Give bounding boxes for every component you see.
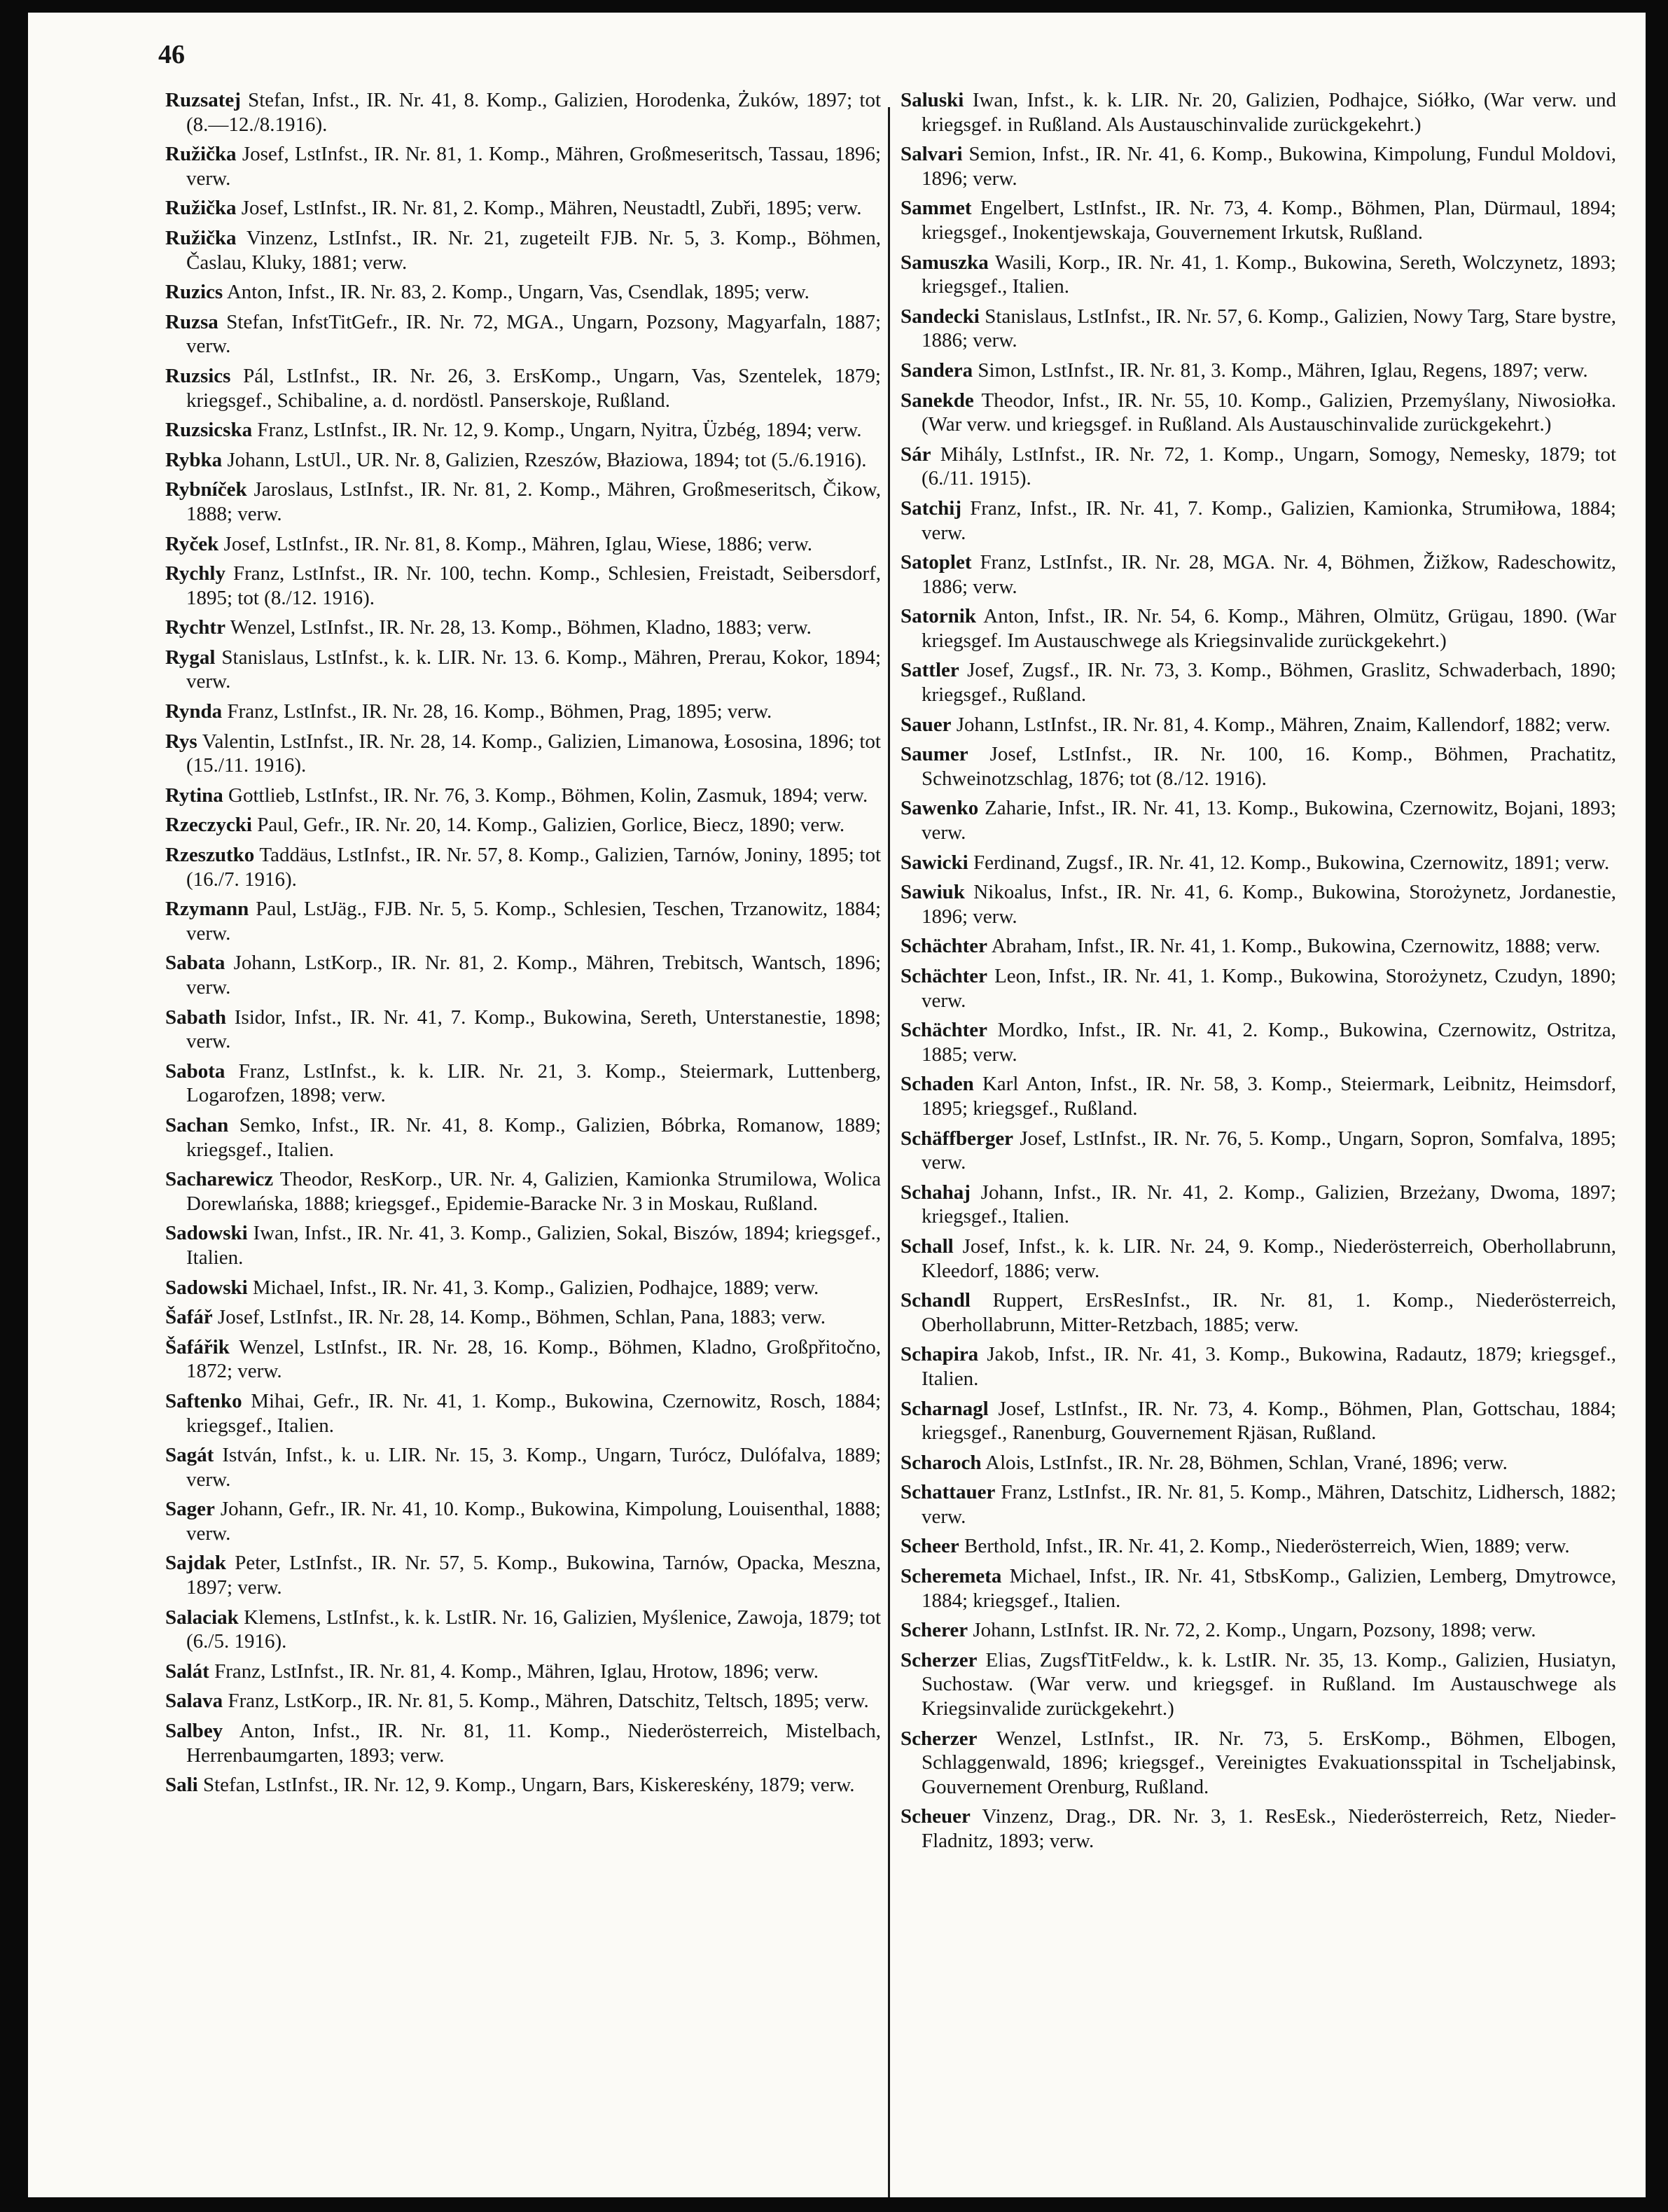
entry-details: Franz, LstInfst., k. k. LIR. Nr. 21, 3. Komp., Steiermark, Luttenberg, Logarofzen, 1898; verw. [186,1059,881,1107]
entry-details: Pál, LstInfst., IR. Nr. 26, 3. ErsKomp., Ungarn, Vas, Szentelek, 1879; kriegsgef., Schibaline, a. d. nordöstl. Panserskoje, Rußland. [186,364,881,412]
list-entry [901,1727,1616,1800]
list-entry [165,1335,881,1384]
list-entry [901,1480,1616,1529]
list-entry [165,1689,881,1713]
entry-surname: Scherzer [901,1727,978,1750]
entry-details: Stefan, LstInfst., IR. Nr. 12, 9. Komp., Ungarn, Bars, Kiskereskény, 1879; verw. [203,1774,855,1797]
entry-details: Karl Anton, Infst., IR. Nr. 58, 3. Komp., Steiermark, Leibnitz, Heimsdorf, 1895; kriegsgef., Rußland. [922,1073,1616,1120]
entry-details: Zaharie, Infst., IR. Nr. 41, 13. Komp., Bukowina, Czernowitz, Bojani, 1893; verw. [922,797,1617,844]
entry-details: Josef, LstInfst., IR. Nr. 100, 16. Komp., Böhmen, Prachatitz, Schweinotzschlag, 1876; tot (8./12. 1916). [922,743,1617,790]
entry-surname: Rygal [165,646,216,669]
list-entry [901,658,1616,707]
entry-surname: Rybníček [165,478,247,501]
entry-details: Alois, LstInfst., IR. Nr. 28, Böhmen, Schlan, Vrané, 1896; verw. [985,1451,1508,1474]
entry-details: Ferdinand, Zugsf., IR. Nr. 41, 12. Komp., Bukowina, Czernowitz, 1891; verw. [973,851,1610,874]
entry-details: Johann, LstKorp., IR. Nr. 81, 2. Komp., Mähren, Trebitsch, Wantsch, 1896; verw. [186,952,882,999]
list-entry [901,880,1616,928]
list-entry [901,443,1616,491]
entry-details: Josef, LstInfst., IR. Nr. 76, 5. Komp., Ungarn, Sopron, Somfalva, 1895; verw. [922,1127,1617,1174]
entry-details: Berthold, Infst., IR. Nr. 41, 2. Komp., Niederösterreich, Wien, 1889; verw. [964,1535,1570,1558]
list-entry [901,604,1616,653]
entry-details: Stefan, InfstTitGefr., IR. Nr. 72, MGA., Ungarn, Pozsony, Magyarfaln, 1887; verw. [186,310,881,358]
list-entry [165,1497,881,1545]
entry-details: Jaroslaus, LstInfst., IR. Nr. 81, 2. Komp., Mähren, Großmeseritsch, Čikow, 1888; verw. [186,478,881,525]
list-entry [901,851,1616,875]
list-entry [165,1389,881,1438]
list-entry [165,1719,881,1767]
entry-details: Wenzel, LstInfst., IR. Nr. 73, 5. ErsKomp., Böhmen, Elbogen, Schlaggenwald, 1896; kriegsgef., Vereinigtes Evakuationsspital in Tscheljabinsk, Gouvernement Orenburg, Rußland. [922,1727,1616,1798]
list-entry [165,196,881,221]
entry-surname: Šafář [165,1306,213,1329]
entry-details: Vinzenz, LstInfst., IR. Nr. 21, zugeteilt FJB. Nr. 5, 3. Komp., Böhmen, Časlau, Kluky, 1881; verw. [186,226,881,274]
entry-details: Josef, Infst., k. k. LIR. Nr. 24, 9. Komp., Niederösterreich, Oberhollabrunn, Kleedorf, 1886; verw. [922,1234,1616,1282]
list-entry [165,280,881,305]
list-entry [165,700,881,724]
entry-surname: Sabota [165,1059,225,1083]
entry-surname: Scharnagl [901,1397,989,1420]
entry-surname: Sali [165,1774,198,1797]
entry-details: Klemens, LstInfst., k. k. LstIR. Nr. 16, Galizien, Myślenice, Zawoja, 1879; tot (6./5. 1916). [186,1606,882,1653]
entry-details: Peter, LstInfst., IR. Nr. 57, 5. Komp., Bukowina, Tarnów, Opacka, Meszna, 1897; verw. [186,1552,881,1599]
entry-surname: Sanekde [901,389,974,412]
entry-details: Anton, Infst., IR. Nr. 54, 6. Komp., Mähren, Olmütz, Grügau, 1890. (War kriegsgef. Im Austauschwege als Kriegsinvalide zurückgekehrt.) [922,605,1616,652]
list-entry [165,1221,881,1270]
entry-details: Wenzel, LstInfst., IR. Nr. 28, 13. Komp., Böhmen, Kladno, 1883; verw. [230,616,812,639]
entry-details: Franz, LstInfst., IR. Nr. 100, techn. Komp., Schlesien, Freistadt, Seibersdorf, 1895; tot (8./12. 1916). [186,562,882,609]
list-entry [165,615,881,640]
entry-surname: Sammet [901,197,972,220]
list-entry [901,389,1616,437]
list-entry [901,1804,1616,1853]
entry-surname: Schächter [901,965,988,987]
entry-surname: Scheer [901,1535,959,1558]
entry-surname: Sabath [165,1006,227,1029]
list-entry [901,1234,1616,1283]
list-entry [165,364,881,412]
entry-surname: Salbey [165,1720,223,1743]
entry-details: Johann, LstUl., UR. Nr. 8, Galizien, Rzeszów, Błaziowa, 1894; tot (5./6.1916). [227,448,867,471]
entry-details: Abraham, Infst., IR. Nr. 41, 1. Komp., Bukowina, Czernowitz, 1888; verw. [991,935,1601,958]
entry-details: Mordko, Infst., IR. Nr. 41, 2. Komp., Bukowina, Czernowitz, Ostritza, 1885; verw. [922,1019,1617,1066]
list-entry [165,1773,881,1797]
entry-surname: Ruzsics [165,364,231,387]
entry-details: István, Infst., k. u. LIR. Nr. 15, 3. Komp., Ungarn, Turócz, Dulófalva, 1889; verw. [186,1444,881,1491]
list-entry [165,730,881,778]
entry-details: Josef, LstInfst., IR. Nr. 28, 14. Komp., Böhmen, Schlan, Pana, 1883; verw. [217,1306,826,1329]
entry-surname: Scharoch [901,1451,982,1474]
list-entry [901,742,1616,791]
list-entry [901,1618,1616,1643]
entry-surname: Rychtr [165,616,225,639]
list-entry [901,1397,1616,1445]
entry-details: Paul, Gefr., IR. Nr. 20, 14. Komp., Galizien, Gorlice, Biecz, 1890; verw. [257,814,845,837]
entry-surname: Sawiuk [901,881,965,904]
entry-details: Josef, LstInfst., IR. Nr. 81, 8. Komp., Mähren, Iglau, Wiese, 1886; verw. [223,532,813,555]
list-entry [901,1451,1616,1475]
entry-details: Valentin, LstInfst., IR. Nr. 28, 14. Komp., Galizien, Limanowa, Łososina, 1896; tot (15./11. 1916). [186,730,881,777]
entry-surname: Rzeszutko [165,844,255,867]
entry-details: Franz, LstInfst., IR. Nr. 28, 16. Komp., Böhmen, Prag, 1895; verw. [227,700,772,723]
entry-surname: Sawicki [901,851,968,874]
entry-details: Semko, Infst., IR. Nr. 41, 8. Komp., Galizien, Bóbrka, Romanow, 1889; kriegsgef., Italien. [186,1113,882,1161]
list-entry [901,196,1616,244]
entry-details: Simon, LstInfst., IR. Nr. 81, 3. Komp., Mähren, Iglau, Regens, 1897; verw. [978,359,1588,382]
entry-surname: Salát [165,1660,209,1683]
list-entry [165,1660,881,1684]
page-number: 46 [158,40,185,69]
entry-surname: Satornik [901,605,976,628]
entry-surname: Samuszka [901,251,989,274]
entry-details: Paul, LstJäg., FJB. Nr. 5, 5. Komp., Schlesien, Teschen, Trzanowitz, 1884; verw. [186,898,881,945]
entry-details: Franz, LstInfst., IR. Nr. 28, MGA. Nr. 4, Böhmen, Žižkow, Radeschowitz, 1886; verw. [922,551,1617,598]
entry-details: Franz, Infst., IR. Nr. 41, 7. Komp., Galizien, Kamionka, Strumiłowa, 1884; verw. [922,496,1616,544]
entry-details: Anton, Infst., IR. Nr. 83, 2. Komp., Ungarn, Vas, Csendlak, 1895; verw. [226,281,809,304]
list-entry [901,964,1616,1013]
entry-surname: Sajdak [165,1552,227,1575]
entry-surname: Saftenko [165,1389,242,1412]
entry-surname: Scheuer [901,1805,971,1828]
entry-surname: Rybka [165,448,223,471]
entry-surname: Sawenko [901,797,979,820]
list-entry [901,713,1616,737]
entry-surname: Rychly [165,562,225,585]
entry-surname: Schaden [901,1073,974,1096]
entry-details: Stanislaus, LstInfst., IR. Nr. 57, 6. Komp., Galizien, Nowy Targ, Stare bystre, 1886; verw. [922,305,1617,352]
list-entry [165,418,881,443]
entry-surname: Sadowski [165,1222,248,1245]
list-entry [165,843,881,891]
list-entry [901,1342,1616,1391]
list-entry [901,359,1616,383]
entry-details: Franz, LstKorp., IR. Nr. 81, 5. Komp., Mähren, Datschitz, Teltsch, 1895; verw. [228,1690,869,1713]
list-entry [901,142,1616,190]
entry-surname: Sattler [901,659,959,682]
entry-details: Johann, Gefr., IR. Nr. 41, 10. Komp., Bukowina, Kimpolung, Louisenthal, 1888; verw. [186,1498,881,1545]
list-entry [901,1288,1616,1337]
list-entry [901,550,1616,599]
list-entry [901,1127,1616,1175]
entry-details: Semion, Infst., IR. Nr. 41, 6. Komp., Bukowina, Kimpolung, Fundul Moldovi, 1896; verw. [922,143,1617,190]
list-entry [165,1113,881,1162]
list-entry [165,1606,881,1654]
entry-surname: Saluski [901,89,964,111]
entry-details: Franz, LstInfst., IR. Nr. 12, 9. Komp., Ungarn, Nyitra, Üzbég, 1894; verw. [257,419,862,442]
entry-surname: Ružička [165,197,237,220]
list-entry [901,1181,1616,1229]
list-entry [165,478,881,526]
entry-details: Iwan, Infst., IR. Nr. 41, 3. Komp., Galizien, Sokal, Biszów, 1894; kriegsgef., Italien. [186,1222,882,1269]
entry-details: Franz, LstInfst., IR. Nr. 81, 5. Komp., Mähren, Datschitz, Lidhersch, 1882; verw. [922,1481,1617,1528]
list-entry [165,646,881,694]
entry-details: Theodor, ResKorp., UR. Nr. 4, Galizien, Kamionka Strumilowa, Wolica Dorewlańska, 1888; kriegsgef., Epidemie-Baracke Nr. 3 in Moskau, Rußland. [186,1168,881,1215]
list-entry [165,1443,881,1491]
list-entry [165,1276,881,1300]
entry-surname: Salvari [901,143,963,166]
entry-surname: Schahaj [901,1181,971,1204]
entry-surname: Rzymann [165,898,249,921]
list-entry [165,448,881,473]
list-entry [165,226,881,274]
list-entry [901,1018,1616,1066]
entry-details: Johann, Infst., IR. Nr. 41, 2. Komp., Galizien, Brzeżany, Dwoma, 1897; kriegsgef., Italien. [922,1181,1616,1228]
list-entry [901,796,1616,844]
entry-details: Vinzenz, Drag., DR. Nr. 3, 1. ResEsk., Niederösterreich, Retz, Nieder-Fladnitz, 1893; verw. [922,1805,1617,1852]
entry-surname: Ružička [165,226,237,249]
entry-details: Iwan, Infst., k. k. LIR. Nr. 20, Galizien, Podhajce, Siółko, (War verw. und kriegsgef. in Rußland. Als Austauschinvalide zurückgekehrt.) [922,89,1616,136]
entry-surname: Sagát [165,1444,214,1467]
entry-surname: Sacharewicz [165,1168,274,1191]
entry-surname: Scherer [901,1619,968,1642]
entry-details: Johann, LstInfst., IR. Nr. 81, 4. Komp., Mähren, Znaim, Kallendorf, 1882; verw. [956,713,1611,736]
entry-surname: Ruzsa [165,310,218,333]
list-entry [901,1072,1616,1120]
entry-details: Stefan, Infst., IR. Nr. 41, 8. Komp., Galizien, Horodenka, Żuków, 1897; tot (8.—12./8.1916). [186,89,882,136]
list-entry [165,310,881,359]
entry-surname: Sadowski [165,1276,248,1299]
entry-surname: Schächter [901,935,988,958]
entry-details: Stanislaus, LstInfst., k. k. LIR. Nr. 13. 6. Komp., Mähren, Prerau, Kokor, 1894; verw. [186,646,882,693]
entry-surname: Ružička [165,143,237,166]
entry-surname: Ryček [165,532,219,555]
list-entry [165,897,881,945]
entry-details: Mihai, Gefr., IR. Nr. 41, 1. Komp., Bukowina, Czernowitz, Rosch, 1884; kriegsgef., Italien. [186,1389,881,1437]
entry-details: Michael, Infst., IR. Nr. 41, 3. Komp., Galizien, Podhajce, 1889; verw. [252,1276,819,1299]
list-entry [901,934,1616,959]
entry-details: Josef, Zugsf., IR. Nr. 73, 3. Komp., Böhmen, Graslitz, Schwaderbach, 1890; kriegsgef., Rußland. [922,659,1616,707]
list-entry [165,532,881,557]
entry-surname: Salaciak [165,1606,239,1629]
list-entry [901,305,1616,353]
entry-surname: Sandecki [901,305,980,328]
entry-surname: Schall [901,1234,954,1258]
entry-details: Nikoalus, Infst., IR. Nr. 41, 6. Komp., Bukowina, Storożynetz, Jordanestie, 1896; verw. [922,881,1617,928]
left-column [165,88,881,1803]
entry-details: Gottlieb, LstInfst., IR. Nr. 76, 3. Komp., Böhmen, Kolin, Zasmuk, 1894; verw. [228,784,868,807]
entry-details: Elias, ZugsfTitFeldw., k. k. LstIR. Nr. 35, 13. Komp., Galizien, Husiatyn, Suchostaw. (War verw. und kriegsgef. in Rußland. Im Austauschwege als Kriegsinvalide zurückgekehrt.) [922,1648,1617,1720]
list-entry [165,1167,881,1216]
list-entry [165,88,881,137]
entry-surname: Salava [165,1690,223,1713]
entry-surname: Sandera [901,359,973,382]
entry-surname: Satoplet [901,551,972,574]
entry-details: Theodor, Infst., IR. Nr. 55, 10. Komp., Galizien, Przemyślany, Niwosiołka. (War verw. und kriegsgef. in Rußland. Als Austauschinvalide zurückgekehrt.) [922,389,1616,436]
entry-details: Josef, LstInfst., IR. Nr. 73, 4. Komp., Böhmen, Plan, Gottschau, 1884; kriegsgef., Ranenburg, Gouvernement Rjäsan, Rußland. [922,1397,1616,1445]
list-entry [165,1305,881,1330]
entry-surname: Schapira [901,1343,979,1366]
entry-surname: Rytina [165,784,223,807]
column-divider [888,107,890,2197]
entry-surname: Ruzsatej [165,89,241,111]
entry-surname: Ruzics [165,281,223,304]
entry-details: Taddäus, LstInfst., IR. Nr. 57, 8. Komp., Galizien, Tarnów, Joniny, 1895; tot (16./7. 1916). [186,844,881,891]
entry-surname: Schandl [901,1289,971,1312]
list-entry [165,951,881,999]
list-entry [165,1059,881,1108]
list-entry [901,1534,1616,1559]
entry-details: Michael, Infst., IR. Nr. 41, StbsKomp., Galizien, Lemberg, Dmytrowce, 1884; kriegsgef., Italien. [922,1565,1617,1612]
entry-details: Josef, LstInfst., IR. Nr. 81, 1. Komp., Mähren, Großmeseritsch, Tassau, 1896; verw. [186,143,882,190]
entry-surname: Rzeczycki [165,814,252,837]
entry-details: Johann, LstInfst. IR. Nr. 72, 2. Komp., Ungarn, Pozsony, 1898; verw. [973,1619,1536,1642]
list-entry [901,251,1616,299]
list-entry [165,562,881,610]
entry-surname: Rynda [165,700,223,723]
entry-details: Mihály, LstInfst., IR. Nr. 72, 1. Komp., Ungarn, Somogy, Nemesky, 1879; tot (6./11. 1915). [922,443,1616,490]
entry-surname: Satchij [901,496,961,520]
entry-details: Engelbert, LstInfst., IR. Nr. 73, 4. Komp., Böhmen, Plan, Dürmaul, 1894; kriegsgef., Inokentjewskaja, Gouvernement Irkutsk, Rußland. [922,197,1617,244]
entry-surname: Ruzsicska [165,419,253,442]
entry-surname: Schattauer [901,1481,996,1504]
entry-surname: Rys [165,730,197,753]
entry-surname: Saumer [901,743,968,766]
list-entry [901,1564,1616,1613]
list-entry [165,813,881,837]
entry-surname: Scherzer [901,1648,978,1671]
list-entry [901,496,1616,545]
entry-details: Wenzel, LstInfst., IR. Nr. 28, 16. Komp., Böhmen, Kladno, Großpřitočno, 1872; verw. [186,1335,881,1383]
list-entry [901,1648,1616,1721]
entry-surname: Sauer [901,713,952,736]
entry-surname: Scheremeta [901,1565,1002,1588]
list-entry [165,1006,881,1054]
document-page [28,13,1646,2197]
list-entry [165,784,881,808]
entry-surname: Schächter [901,1019,988,1042]
entry-details: Jakob, Infst., IR. Nr. 41, 3. Komp., Bukowina, Radautz, 1879; kriegsgef., Italien. [922,1343,1616,1390]
entry-surname: Sabata [165,952,225,975]
entry-details: Franz, LstInfst., IR. Nr. 81, 4. Komp., Mähren, Iglau, Hrotow, 1896; verw. [214,1660,819,1683]
entry-details: Wasili, Korp., IR. Nr. 41, 1. Komp., Bukowina, Sereth, Wolczynetz, 1893; kriegsgef., Italien. [922,251,1616,298]
entry-details: Ruppert, ErsResInfst., IR. Nr. 81, 1. Komp., Niederösterreich, Oberhollabrunn, Mitter-Retzbach, 1885; verw. [922,1289,1616,1336]
list-entry [901,88,1616,137]
entry-surname: Sár [901,443,931,466]
entry-surname: Schäffberger [901,1127,1014,1150]
right-column [901,88,1616,1859]
entry-details: Leon, Infst., IR. Nr. 41, 1. Komp., Bukowina, Storożynetz, Czudyn, 1890; verw. [922,965,1617,1012]
entry-details: Anton, Infst., IR. Nr. 81, 11. Komp., Niederösterreich, Mistelbach, Herrenbaumgarten, 1893; verw. [186,1720,882,1767]
entry-surname: Sachan [165,1113,229,1136]
entry-details: Josef, LstInfst., IR. Nr. 81, 2. Komp., Mähren, Neustadtl, Zubři, 1895; verw. [241,197,862,220]
list-entry [165,1551,881,1599]
entry-details: Isidor, Infst., IR. Nr. 41, 7. Komp., Bukowina, Sereth, Unterstanestie, 1898; verw. [186,1006,881,1053]
entry-surname: Sager [165,1498,215,1521]
list-entry [165,142,881,190]
entry-surname: Šafářik [165,1335,230,1358]
